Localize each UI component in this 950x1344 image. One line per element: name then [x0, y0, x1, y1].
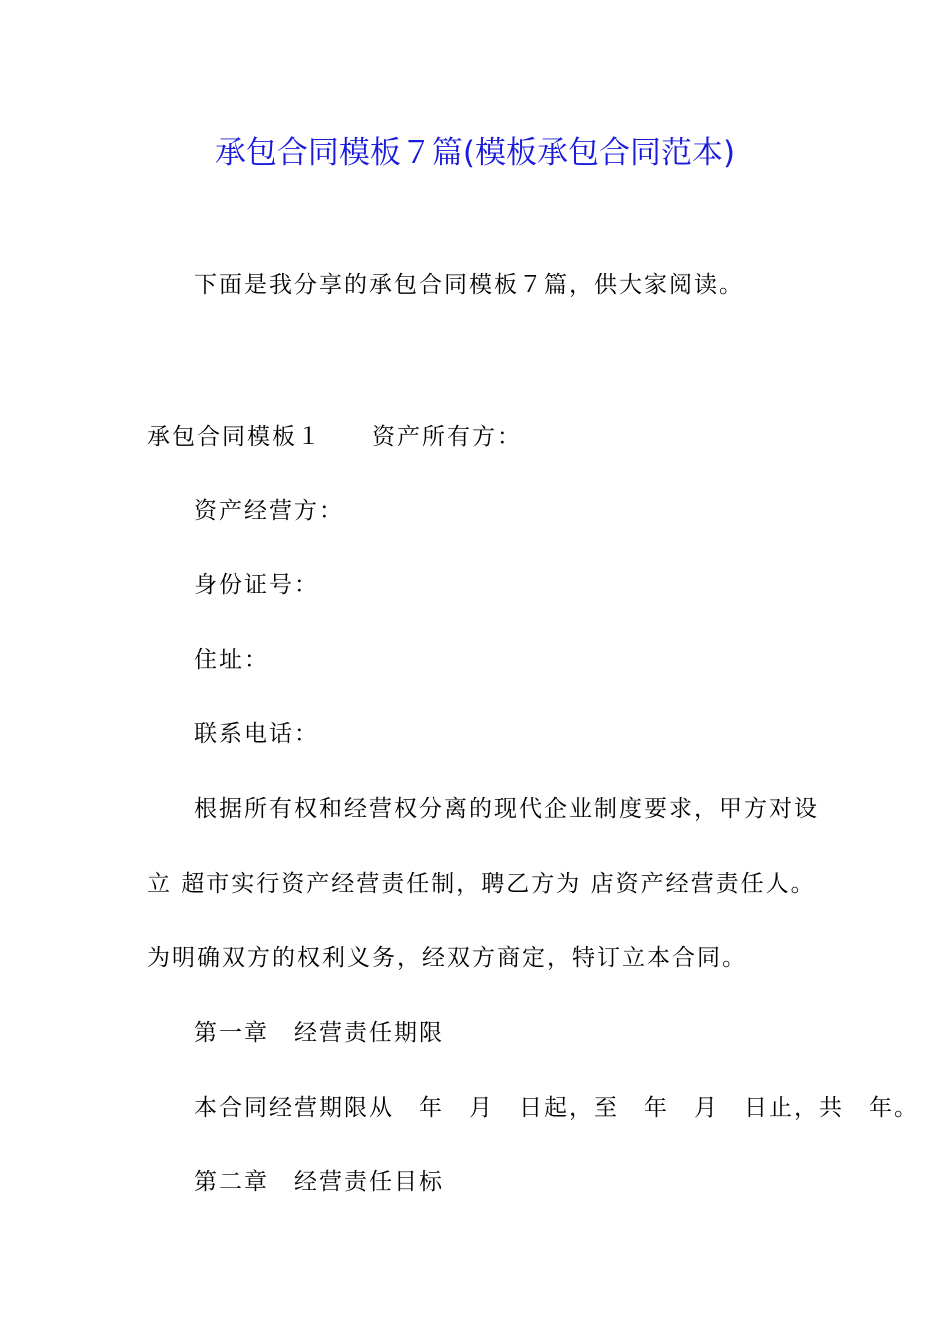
intro-text: 下面是我分享的承包合同模板７篇，供大家阅读。: [194, 272, 744, 298]
field-phone: 联系电话：: [194, 721, 319, 747]
field-operator: 资产经营方：: [194, 498, 344, 524]
paragraph-line: 立 超市实行资产经营责任制，聘乙方为 店资产经营责任人。: [147, 871, 816, 897]
paragraph-line: 为明确双方的权利义务，经双方商定，特订立本合同。: [147, 945, 747, 971]
contract-heading-line: 承包合同模板１ 资产所有方：: [147, 424, 522, 450]
field-id-number: 身份证号：: [194, 572, 319, 598]
chapter-one-title: 第一章 经营责任期限: [194, 1020, 444, 1046]
field-address: 住址：: [194, 647, 269, 673]
chapter-one-text: 本合同经营期限从 年 月 日起，至 年 月 日止，共 年。: [194, 1095, 919, 1121]
chapter-two-title: 第二章 经营责任目标: [194, 1169, 444, 1195]
paragraph-line: 根据所有权和经营权分离的现代企业制度要求，甲方对设: [194, 796, 819, 822]
document-title: 承包合同模板７篇(模板承包合同范本): [214, 135, 736, 171]
